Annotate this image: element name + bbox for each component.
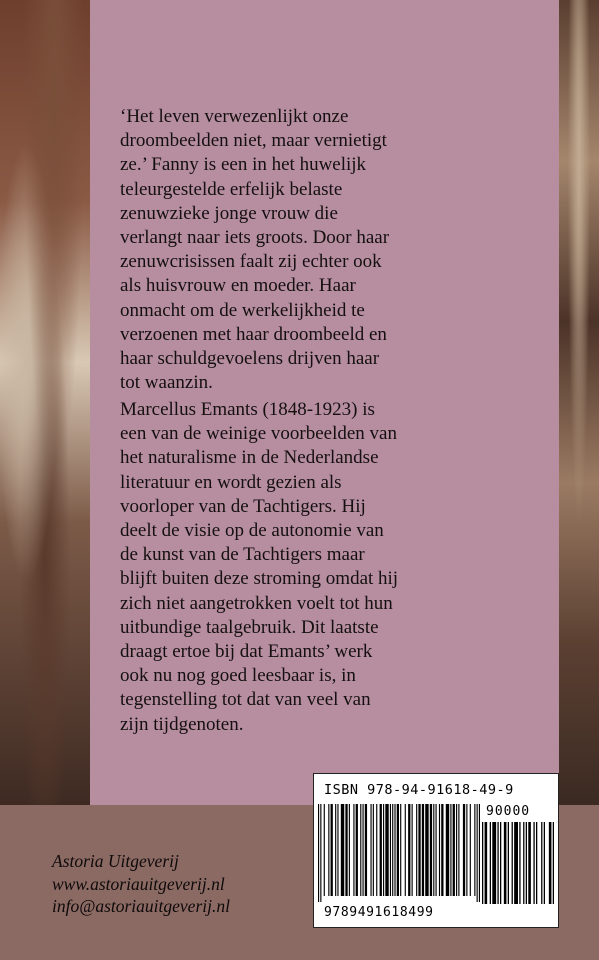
barcode-bar xyxy=(349,804,350,896)
blurb-line: ‘Het leven verwezenlijkt onze xyxy=(120,106,349,127)
barcode-bar xyxy=(390,804,391,896)
barcode-bar xyxy=(446,804,449,896)
blurb-line: zijn tijdgenoten. xyxy=(120,713,244,735)
barcode-bar xyxy=(392,804,393,896)
barcode-bar xyxy=(324,804,325,896)
barcode-bar xyxy=(408,804,410,896)
barcode-bar xyxy=(512,822,513,904)
barcode-bar xyxy=(341,804,344,896)
blurb-panel xyxy=(90,0,559,805)
barcode-bar xyxy=(405,804,406,896)
barcode-bar xyxy=(500,822,501,904)
barcode-bar xyxy=(519,822,520,904)
blurb-line: verzoenen met haar droombeeld en xyxy=(120,323,387,345)
ean-digits: 9789491618499 xyxy=(324,905,434,920)
blurb-line: het naturalisme in de Nederlandse xyxy=(120,447,379,469)
barcode-bar xyxy=(362,804,363,896)
blurb-line: voorloper van de Tachtigers. Hij xyxy=(120,495,366,517)
blurb-paragraph-synopsis xyxy=(120,105,550,395)
barcode-bar xyxy=(353,804,354,896)
blurb-line: uitbundige taalgebruik. Dit laatste xyxy=(120,616,379,638)
barcode-bar xyxy=(479,804,480,902)
barcode-bar xyxy=(466,804,467,896)
barcode-bar xyxy=(318,804,319,902)
barcode-bar xyxy=(320,804,321,902)
blurb-line: deelt de visie op de autonomie van xyxy=(120,520,384,542)
blurb-line: verlangt naar iets groots. Door haar xyxy=(120,227,390,249)
barcode-bar xyxy=(356,804,358,896)
barcode-bar xyxy=(474,804,475,896)
publisher-info xyxy=(52,850,230,918)
barcode-bar xyxy=(370,804,371,896)
blurb-line: zenuwcrisissen faalt zij echter ook xyxy=(120,251,382,273)
publisher-email[interactable]: info@astoriauitgeverij.nl xyxy=(52,896,230,916)
barcode-bar xyxy=(430,804,432,896)
barcode-bar xyxy=(335,804,336,896)
barcode-bar xyxy=(549,822,552,904)
barcode-bar xyxy=(533,822,534,904)
barcode-bar xyxy=(376,804,377,896)
barcode-bar xyxy=(360,804,361,896)
blurb-line: de kunst van de Tachtigers maar xyxy=(120,544,365,566)
blurb-line: een van de weinige voorbeelden van xyxy=(120,423,397,445)
barcode-bar xyxy=(456,804,457,896)
blurb-line: haar schuldgevoelens drijven haar xyxy=(120,348,380,370)
barcode-bar xyxy=(508,822,509,904)
blurb-line: zich niet aangetrokken voelt tot hun xyxy=(120,592,393,614)
publisher-website[interactable]: www.astoriauitgeverij.nl xyxy=(52,873,225,894)
barcode-bar xyxy=(365,804,367,896)
barcode-bar xyxy=(477,804,478,902)
barcode-bar xyxy=(345,804,347,896)
barcode-bar xyxy=(453,804,455,896)
blurb-line: ze.’ Fanny is een in het huwelijk xyxy=(120,154,367,176)
blurb-line: teleurgestelde erfelijk belaste xyxy=(120,178,343,200)
barcode-bar xyxy=(528,822,531,904)
barcode-bar xyxy=(436,804,437,896)
barcode-bar xyxy=(439,804,440,896)
blurb-line: Marcellus Emants (1848-1923) is xyxy=(120,399,375,420)
blurb-paragraph-author xyxy=(120,398,550,737)
barcode-bar xyxy=(470,804,471,896)
isbn-barcode xyxy=(313,773,559,928)
blurb-line: ook nu nog goed leesbaar is, in xyxy=(120,665,356,687)
barcode-bar xyxy=(383,804,384,896)
barcode-bar xyxy=(482,822,483,904)
barcode-bar xyxy=(514,822,518,904)
isbn-label: ISBN 978-94-91618-49-9 xyxy=(324,782,514,798)
barcode-bar xyxy=(400,804,401,896)
blurb-line: onmacht om de werkelijkheid te xyxy=(120,299,365,321)
barcode-bar xyxy=(433,804,434,896)
barcode-bar xyxy=(394,804,395,896)
ean-barcode-bars xyxy=(318,804,480,904)
painting-left-strip xyxy=(0,0,90,805)
barcode-bar xyxy=(497,822,498,904)
blurb-line: tot waanzin. xyxy=(120,372,213,394)
addon-digits: 90000 xyxy=(486,804,531,819)
painting-right-strip xyxy=(559,0,599,805)
barcode-bar xyxy=(553,822,554,904)
barcode-bar xyxy=(450,804,451,896)
barcode-bar xyxy=(412,804,413,896)
barcode-bar xyxy=(458,804,459,896)
barcode-bar xyxy=(328,804,329,896)
blurb-line: droombeelden niet, maar vernietigt xyxy=(120,130,387,152)
barcode-bar xyxy=(397,804,399,896)
blurb-line: blijft buiten deze stroming omdat hij xyxy=(120,568,399,590)
barcode-bar xyxy=(331,804,333,896)
barcode-bar xyxy=(536,822,537,904)
barcode-bar xyxy=(418,804,420,896)
barcode-bar xyxy=(463,804,465,896)
addon-barcode-bars xyxy=(482,822,554,904)
blurb-line: zenuwzieke jonge vrouw die xyxy=(120,202,338,224)
barcode-bar xyxy=(485,822,488,904)
barcode-bar xyxy=(490,822,491,904)
barcode-bar xyxy=(544,822,545,904)
barcode-bar xyxy=(416,804,417,896)
barcode-bar xyxy=(385,804,388,896)
blurb-line: als huisvrouw en moeder. Haar xyxy=(120,275,356,297)
barcode-bar xyxy=(504,822,507,904)
blurb-line: draagt ertoe bij dat Emants’ werk xyxy=(120,641,373,663)
barcode-bar xyxy=(541,822,542,904)
publisher-name: Astoria Uitgeverij xyxy=(52,851,179,871)
blurb-line: literatuur en wordt gezien als xyxy=(120,471,342,493)
barcode-bar xyxy=(373,804,374,896)
blurb-line: tegenstelling tot dat van veel van xyxy=(120,689,371,711)
barcode-bar xyxy=(441,804,443,896)
barcode-bar xyxy=(380,804,382,896)
barcode-bar xyxy=(337,804,338,896)
barcode-bar xyxy=(425,804,428,896)
barcode-bar xyxy=(422,804,424,896)
barcode-bar xyxy=(492,822,496,904)
barcode-bar xyxy=(526,822,527,904)
barcode-bar xyxy=(523,822,524,904)
